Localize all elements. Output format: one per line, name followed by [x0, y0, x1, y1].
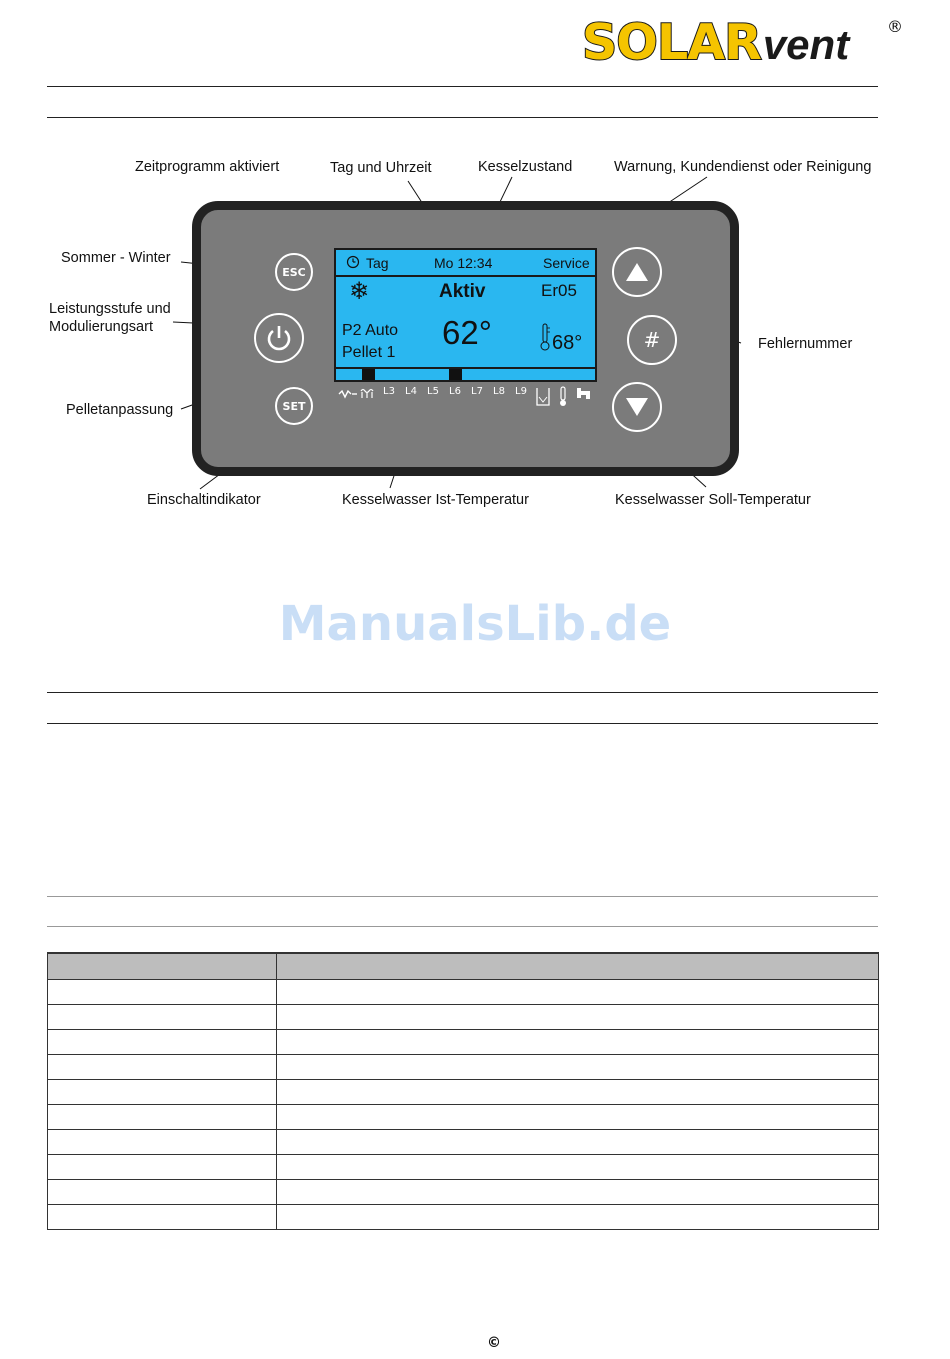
lcd-status: Aktiv [439, 281, 486, 302]
level-label-l7: L7 [471, 386, 483, 397]
level-label-l4: L4 [405, 386, 417, 397]
lcd-service: Service [543, 255, 590, 271]
lcd-display [334, 248, 597, 382]
status-icons [535, 385, 597, 407]
esc-button[interactable]: ESC [275, 253, 313, 291]
table-row [48, 1105, 879, 1130]
lcd-power-mode: P2 Auto [342, 322, 399, 339]
tap-icon [577, 388, 590, 399]
label-pelletanpassung: Pelletanpassung [66, 402, 174, 418]
arrow-down-icon [624, 396, 650, 418]
down-button[interactable] [612, 382, 662, 432]
level-label-l6: L6 [449, 386, 461, 397]
table-row [48, 1080, 879, 1105]
table-row [48, 1155, 879, 1180]
level-label-l3: L3 [383, 386, 395, 397]
label-tag-uhrzeit: Tag und Uhrzeit [330, 160, 432, 176]
tank-icon [537, 388, 549, 405]
section-rule-4 [47, 926, 878, 927]
heating-icons [338, 388, 380, 400]
table-row [48, 980, 879, 1005]
section-rule-3 [47, 896, 878, 897]
label-soll-temp: Kesselwasser Soll-Temperatur [615, 492, 811, 508]
lcd-tag: Tag [366, 255, 389, 271]
thermometer-icon [539, 323, 551, 351]
label-kesselzustand: Kesselzustand [478, 159, 573, 175]
lcd-actual-temp: 62° [442, 314, 492, 351]
lcd-pellet: Pellet 1 [342, 344, 396, 361]
section-rule-1 [47, 692, 878, 693]
info-table [47, 952, 879, 1230]
power-icon [264, 323, 294, 353]
level-label-l8: L8 [493, 386, 505, 397]
copyright-symbol: © [487, 1335, 501, 1351]
solarvent-logo: SOLARvent ® [582, 14, 903, 71]
label-leistung-2: Modulierungsart [49, 319, 153, 335]
table-row [48, 1180, 879, 1205]
thermometer-small-icon [560, 387, 566, 406]
label-einschaltindikator: Einschaltindikator [147, 492, 261, 508]
snowflake-icon: ❄ [349, 277, 370, 305]
table-row [48, 1055, 879, 1080]
table-row [48, 1030, 879, 1055]
label-sommer-winter: Sommer - Winter [61, 250, 171, 266]
lcd-top-separator [336, 275, 595, 277]
lcd-datetime: Mo 12:34 [434, 255, 493, 271]
level-label-l9: L9 [515, 386, 527, 397]
hash-button[interactable]: # [627, 315, 677, 365]
table-header-row [48, 953, 879, 980]
indicator-block [449, 369, 462, 380]
label-ist-temp: Kesselwasser Ist-Temperatur [342, 492, 529, 508]
table-row [48, 1205, 879, 1230]
set-button[interactable]: SET [275, 387, 313, 425]
label-warnung: Warnung, Kundendienst oder Reinigung [614, 159, 872, 175]
level-label-l5: L5 [427, 386, 439, 397]
lcd-error-number: Er05 [541, 281, 577, 300]
table-row [48, 1005, 879, 1030]
label-zeitprogramm: Zeitprogramm aktiviert [135, 159, 280, 175]
section-rule-2 [47, 723, 878, 724]
clock-icon [346, 255, 360, 269]
power-button[interactable] [254, 313, 304, 363]
watermark: ManualsLib.de [278, 596, 672, 652]
lcd-target-temp: 68° [552, 332, 583, 354]
power-on-indicator [362, 369, 375, 380]
label-leistung-1: Leistungsstufe und [49, 301, 171, 317]
arrow-up-icon [624, 261, 650, 283]
table-row [48, 1130, 879, 1155]
label-fehlernummer: Fehlernummer [758, 336, 853, 352]
up-button[interactable] [612, 247, 662, 297]
